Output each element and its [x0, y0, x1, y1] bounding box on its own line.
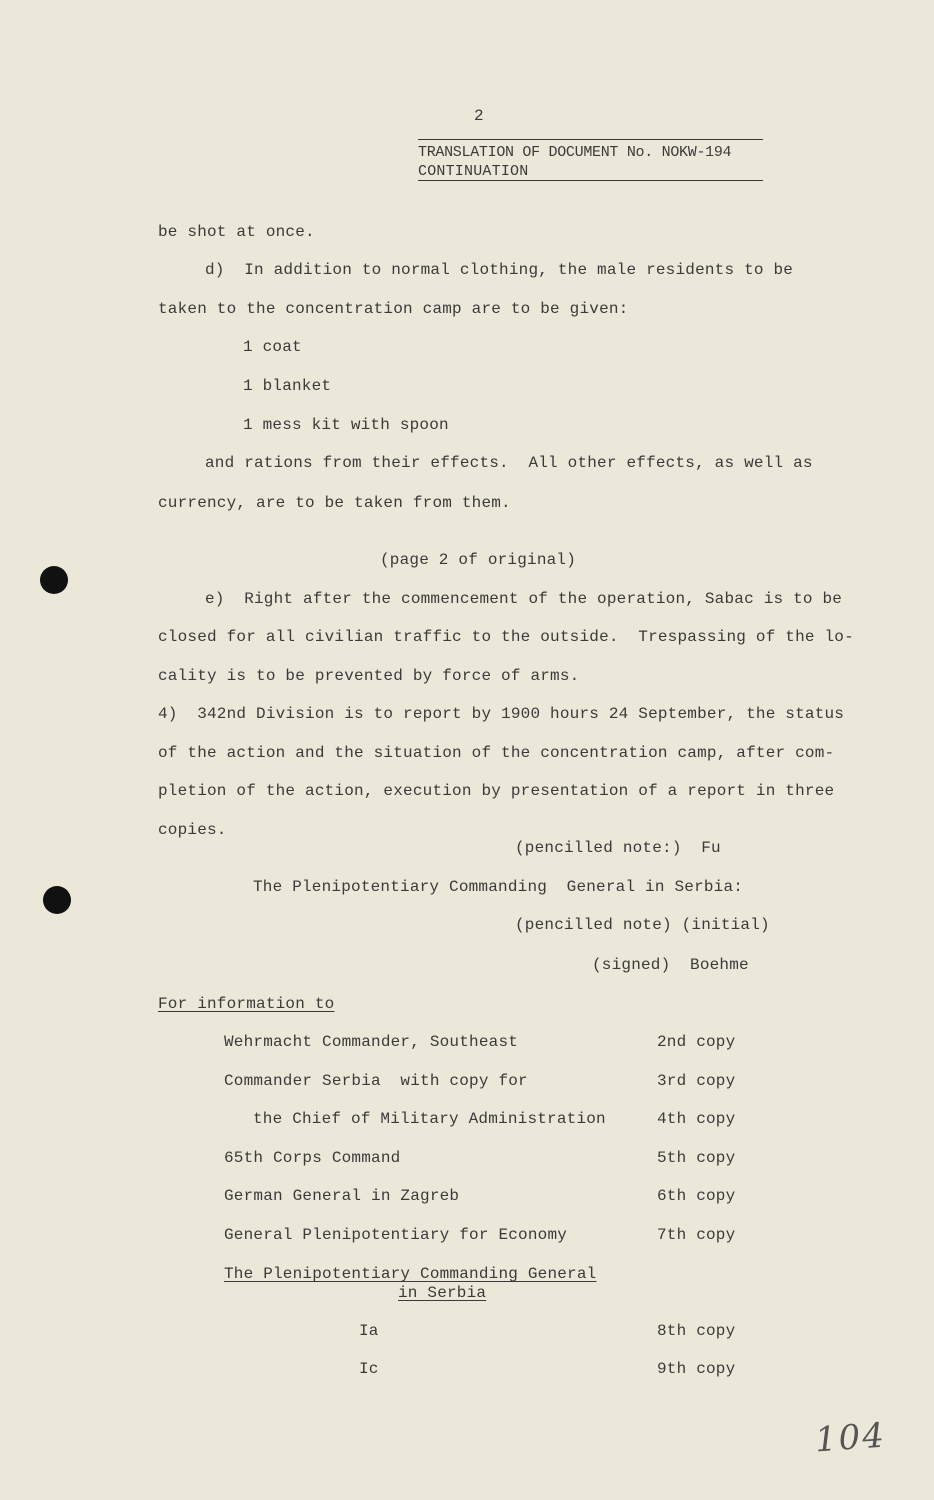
distribution-recipient: General Plenipotentiary for Economy [224, 1226, 568, 1244]
paragraph-line: 4) 342nd Division is to report by 1900 hours 24 September, the status [158, 705, 845, 723]
header-rule-bottom [418, 180, 763, 181]
paragraph-line: copies. [158, 821, 227, 839]
header-subtitle: CONTINUATION [418, 163, 529, 180]
distribution-recipient: 65th Corps Command [224, 1149, 401, 1167]
paragraph-line: and rations from their effects. All other effects, as well as [205, 454, 813, 472]
paragraph-line: pletion of the action, execution by presentation of a report in three [158, 782, 835, 800]
distribution-copy: 8th copy [657, 1322, 736, 1340]
page-number: 2 [474, 107, 484, 125]
distribution-recipient: the Chief of Military Administration [253, 1110, 606, 1128]
signatory-title: The Plenipotentiary Commanding General in Serbia: [253, 878, 744, 896]
paragraph-line: currency, are to be taken from them. [158, 494, 511, 512]
header-rule-top [418, 139, 763, 140]
distribution-recipient: Ia [359, 1322, 379, 1340]
distribution-copy: 6th copy [657, 1187, 736, 1205]
distribution-subheading: The Plenipotentiary Commanding General [224, 1265, 597, 1283]
distribution-copy: 3rd copy [657, 1072, 736, 1090]
pencilled-note: (pencilled note:) Fu [515, 839, 721, 857]
list-item: 1 blanket [243, 377, 332, 395]
distribution-recipient: German General in Zagreb [224, 1187, 460, 1205]
distribution-copy: 5th copy [657, 1149, 736, 1167]
distribution-copy: 9th copy [657, 1360, 736, 1378]
punch-hole [40, 566, 68, 594]
distribution-copy: 7th copy [657, 1226, 736, 1244]
list-item: 1 mess kit with spoon [243, 416, 449, 434]
punch-hole [43, 886, 71, 914]
paragraph-line: e) Right after the commencement of the operation, Sabac is to be [205, 590, 843, 608]
distribution-copy: 4th copy [657, 1110, 736, 1128]
distribution-subheading: in Serbia [398, 1284, 487, 1302]
pencilled-note: (pencilled note) (initial) [515, 916, 770, 934]
paragraph-line: d) In addition to normal clothing, the male residents to be [205, 261, 794, 279]
paragraph-line: taken to the concentration camp are to be given: [158, 300, 629, 318]
handwritten-page-number: 104 [813, 1415, 888, 1461]
paragraph-line: of the action and the situation of the concentration camp, after com- [158, 744, 835, 762]
header-title: TRANSLATION OF DOCUMENT No. NOKW-194 [418, 144, 732, 161]
page-of-original-note: (page 2 of original) [380, 551, 577, 569]
paragraph-line: cality is to be prevented by force of arms. [158, 667, 580, 685]
distribution-heading: For information to [158, 995, 335, 1013]
distribution-recipient: Commander Serbia with copy for [224, 1072, 528, 1090]
distribution-recipient: Wehrmacht Commander, Southeast [224, 1033, 519, 1051]
distribution-copy: 2nd copy [657, 1033, 736, 1051]
paragraph-line: closed for all civilian traffic to the outside. Trespassing of the lo- [158, 628, 854, 646]
paragraph-line: be shot at once. [158, 223, 315, 241]
signature-line: (signed) Boehme [592, 956, 749, 974]
list-item: 1 coat [243, 338, 302, 356]
distribution-recipient: Ic [359, 1360, 379, 1378]
